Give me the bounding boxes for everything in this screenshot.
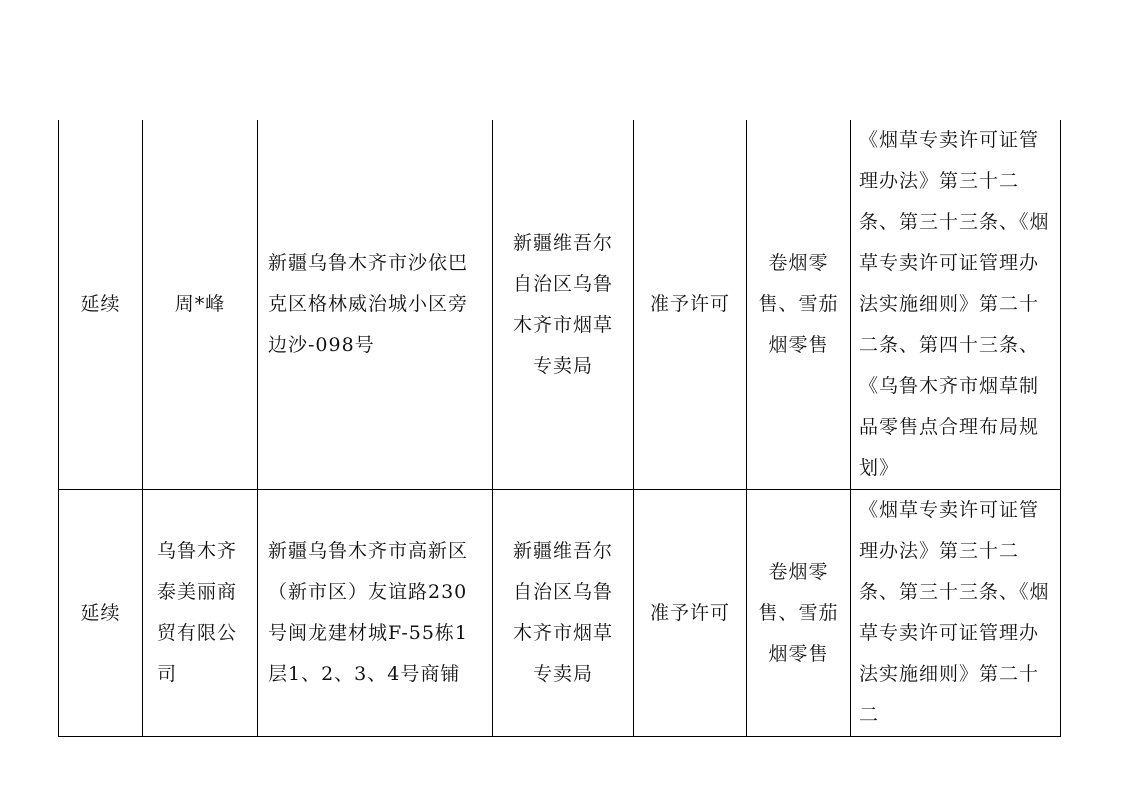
address-text: 新疆乌鲁木齐市高新区（新市区）友谊路230号闽龙建材城F-55栋1层1、2、3、4号商铺	[268, 540, 469, 685]
authority-text: 新疆维吾尔自治区乌鲁木齐市烟草专卖局	[512, 540, 613, 685]
cell-legal-basis	[851, 490, 1061, 737]
cell-scope	[747, 490, 851, 737]
table-row	[59, 490, 1061, 737]
cell-address	[258, 120, 493, 490]
cell-authority	[493, 120, 634, 490]
cell-address	[258, 490, 493, 737]
legal-basis-text: 《烟草专卖许可证管理办法》第三十二条、第三十三条、《烟草专卖许可证管理办法实施细则》第二十二	[859, 499, 1050, 726]
license-type-text: 延续	[80, 293, 121, 315]
cell-decision	[634, 490, 747, 737]
scope-text: 卷烟零售、雪茄烟零售	[758, 560, 839, 665]
decision-text: 准予许可	[649, 601, 730, 624]
cell-legal-basis	[851, 120, 1061, 490]
scope-text: 卷烟零售、雪茄烟零售	[758, 252, 839, 356]
legal-basis-text: 《烟草专卖许可证管理办法》第三十二条、第三十三条、《烟草专卖许可证管理办法实施细则》第二十二条、第四十三条、《乌鲁木齐市烟草制品零售点合理布局规划》	[859, 129, 1050, 479]
holder-name-text: 周*峰	[174, 293, 226, 315]
cell-holder-name	[143, 490, 258, 737]
address-text: 新疆乌鲁木齐市沙依巴克区格林威治城小区旁边沙-098号	[268, 252, 469, 356]
cell-scope	[747, 120, 851, 490]
cell-license-type	[59, 120, 143, 490]
cell-authority	[493, 490, 634, 737]
cell-decision	[634, 120, 747, 490]
license-type-text: 延续	[80, 601, 121, 624]
holder-name-text: 乌鲁木齐泰美丽商贸有限公司	[157, 540, 238, 685]
authority-text: 新疆维吾尔自治区乌鲁木齐市烟草专卖局	[512, 231, 613, 377]
cell-license-type	[59, 490, 143, 737]
cell-holder-name	[143, 120, 258, 490]
license-table	[58, 120, 1061, 737]
decision-text: 准予许可	[649, 293, 730, 315]
table-row	[59, 120, 1061, 490]
